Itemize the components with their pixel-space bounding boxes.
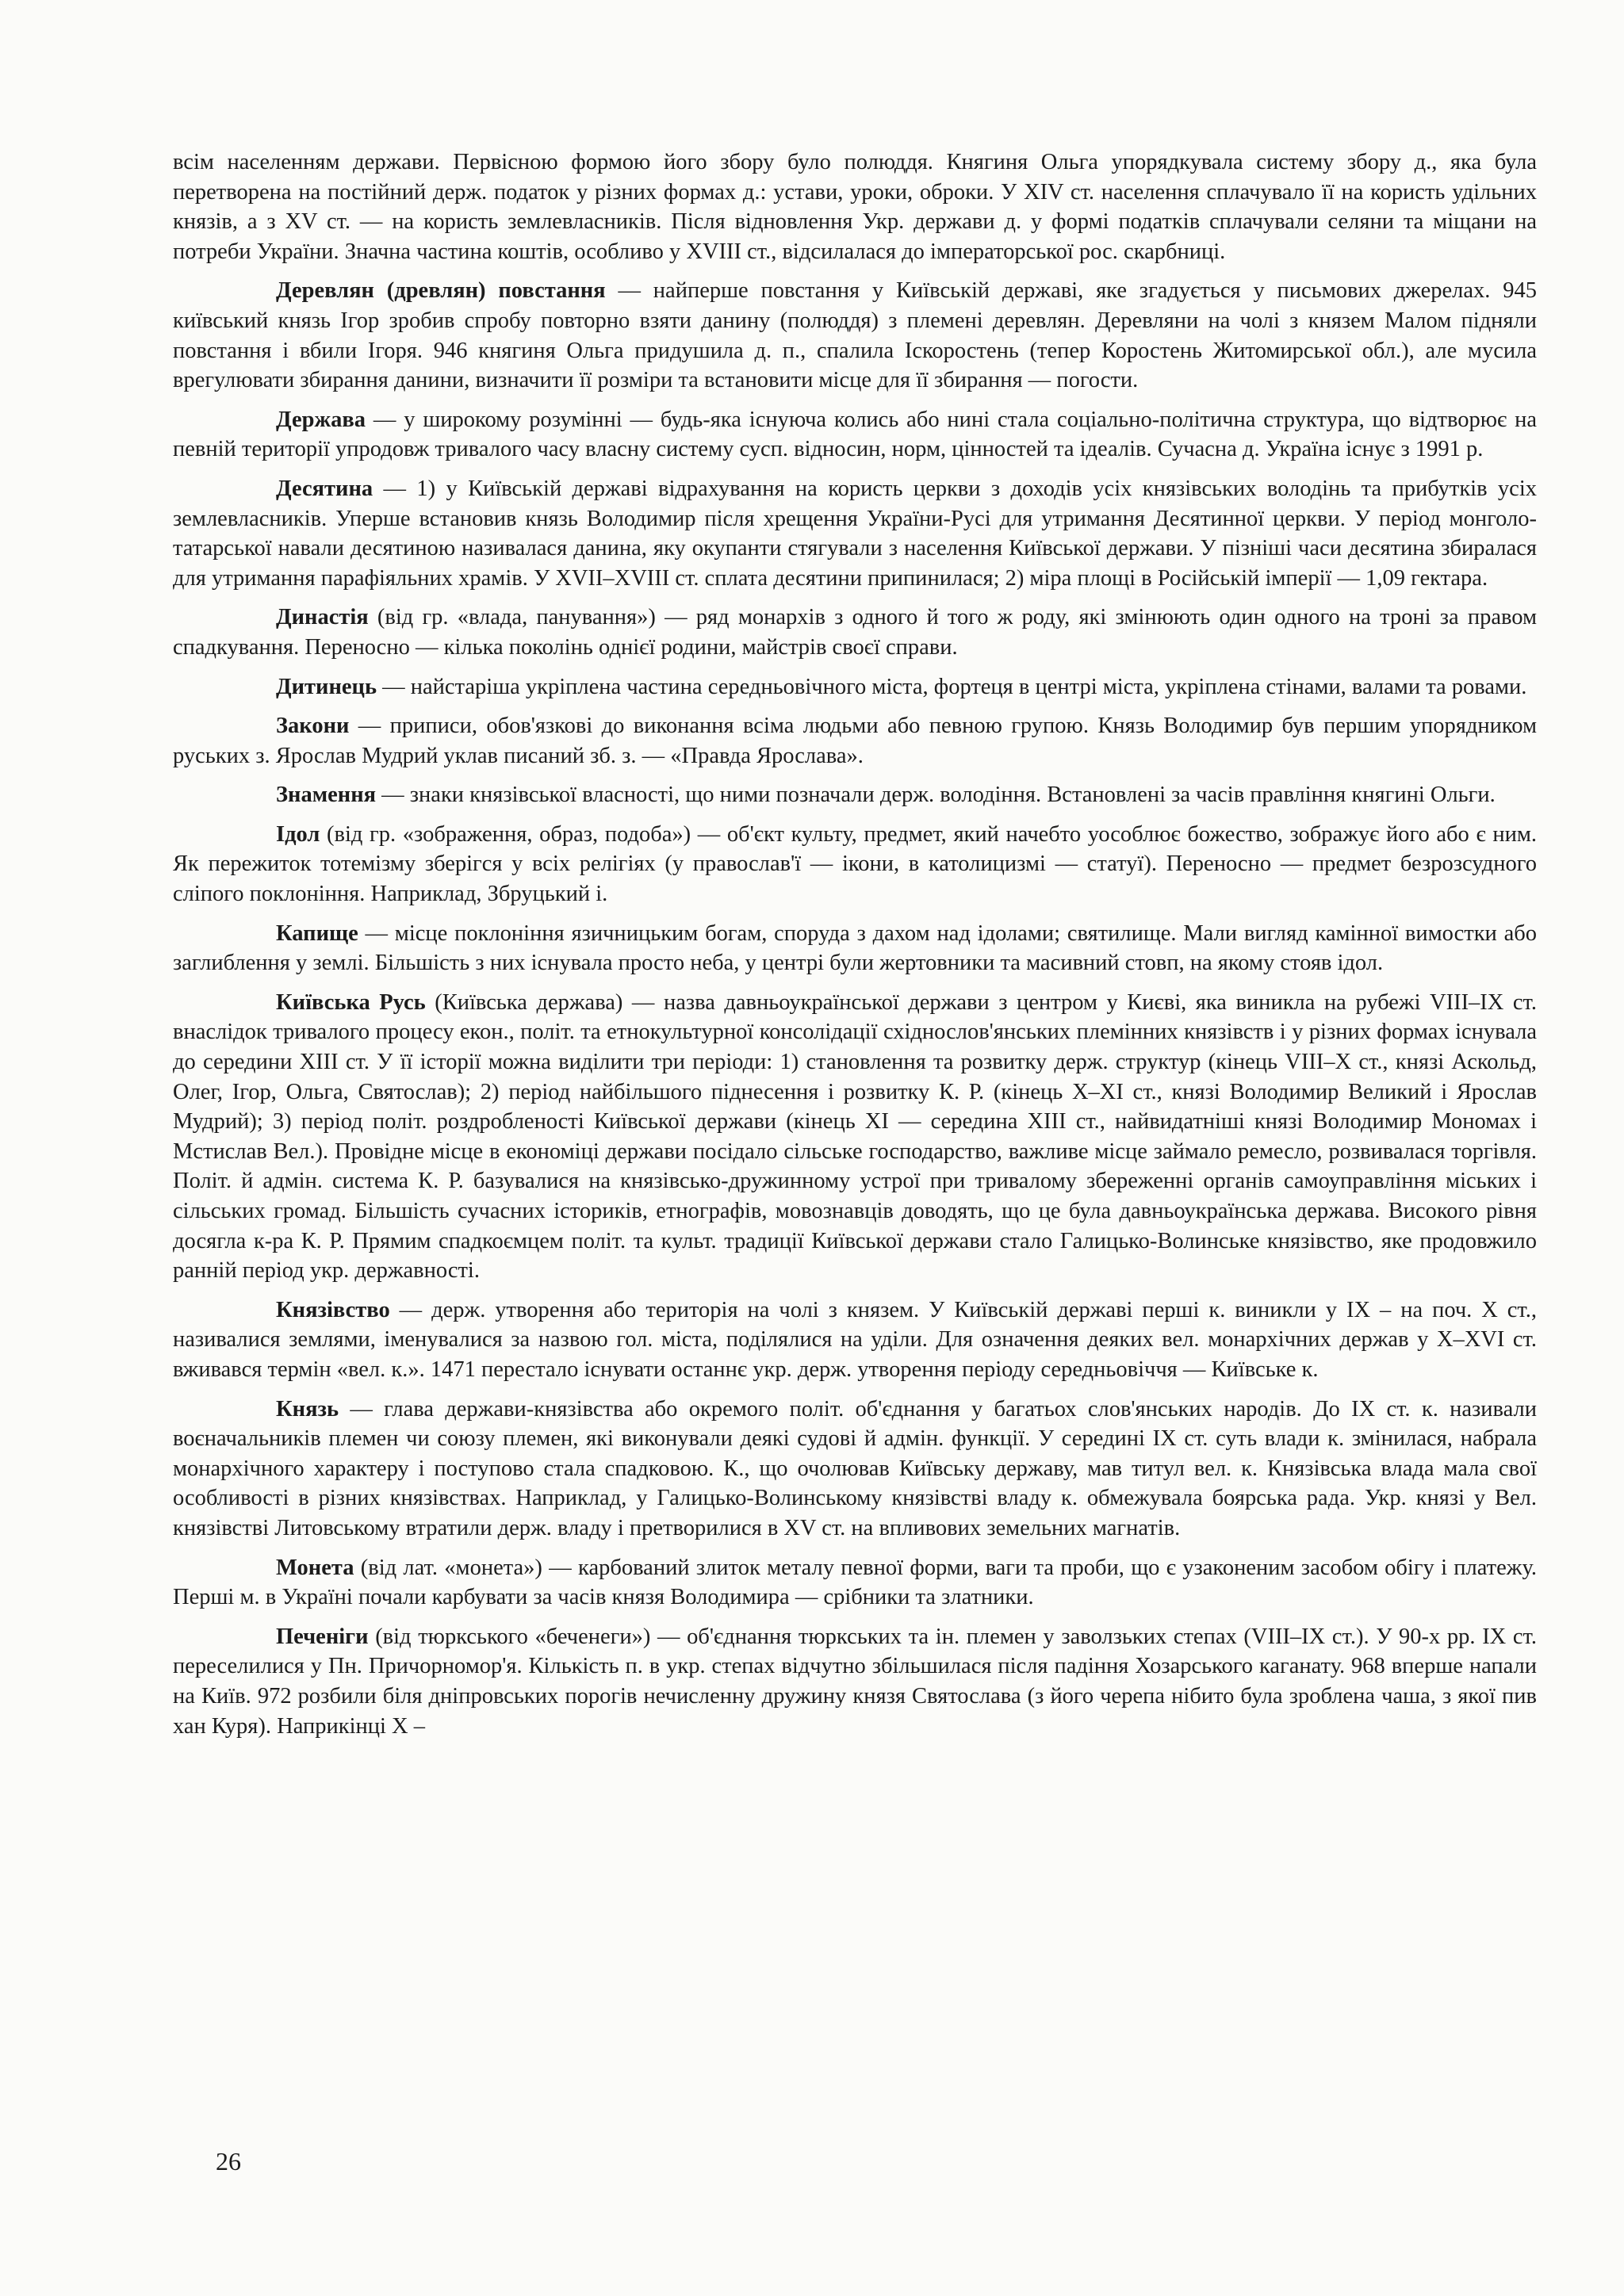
entry-term: Закони [276, 714, 350, 739]
entry-text: — знаки князівської власності, що ними позначали держ. володіння. Встановлені за часів правління княгині Ольги. [376, 783, 1496, 808]
entry-text: (Київська держава) — назва давньоукраїнської держави з центром у Києві, яка виникла на рубежі VIII–IX ст. внаслідок тривалого процесу екон., політ. та етнокультурної консолідації східнослов'янських племінних князівств і у різних формах існувала до середини XIII ст. У її історії можна виділити три періоди: 1) становлення та розвитку держ. структур (кінець VIII–X ст., князі Аскольд, Олег, Ігор, Ольга, Святослав); 2) період найбільшого піднесення і розвитку К. Р. (кінець X–XI ст., князі Володимир Великий і Ярослав Мудрий); 3) період політ. роздробленості Київської держави (кінець XI — середина XIII ст., найвидатніші князі Володимир Мономах і Мстислав Вел.). Провідне місце в економіці держави посідало сільське господарство, важливе місце займало ремесло, розвивалася торгівля. Політ. й адмін. система К. Р. базувалися на князівсько-дружинному устрої при тривалому збереженні органів самоуправління міських і сільських громад. Більшість сучасних істориків, етнографів, мовознавців доводять, що це була давньоукраїнська держава. Високого рівня досягла к-ра К. Р. Прямим спадкоємцем політ. та культ. традиції Київської держави стало Галицько-Волинське князівство, яке продовжило ранній період укр. державності. [173, 989, 1537, 1284]
entry-continuation [173, 147, 1537, 266]
entry-text: всім населенням держави. Первісною формою його збору було полюддя. Княгиня Ольга упорядкувала систему збору д., яка була перетворена на постійний держ. податок у різних формах д.: устави, уроки, оброки. У XIV ст. населення сплачувало її на користь удільних князів, а з XV ст. — на користь землевласників. Після відновлення Укр. держави д. у формі податків сплачували селяни та міщани на потреби України. Значна частина коштів, особливо у XVIII ст., відсилалася до імператорської рос. скарбниці. [173, 150, 1537, 264]
entry-term: Знамення [276, 783, 377, 808]
entry-term: Князь [276, 1396, 339, 1422]
page-text [173, 147, 1537, 1751]
entry-text: (від тюркського «беченеги») — об'єднання тюркських та ін. племен у заволзьких степах (VIII–IX ст.). У 90-х рр. IX ст. переселилися у Пн. Причорномор'я. Кількість п. в укр. степах відчутно збільшилася після падіння Хозарського каганату. 968 вперше напали на Київ. 972 розбили біля дніпровських порогів нечисленну дружину князя Святослава (з його черепа нібито була зроблена чаша, з якої пив хан Куря). Наприкінці X – [173, 1624, 1537, 1739]
entry-term: Ідол [276, 821, 320, 847]
entry-kniazivstvo [173, 1295, 1537, 1385]
entry-text: — держ. утворення або територія на чолі з князем. У Київській державі перші к. виникли у IX – на поч. X ст., називалися землями, іменувалися за назвою гол. міста, поділялися на уділи. Для означення деяких вел. монархічних держав у X–XVI ст. вживався термін «вел. к.». 1471 перестало існувати останнє укр. держ. утворення періоду середньовіччя — Київське к. [173, 1297, 1537, 1382]
entry-term: Печеніги [276, 1624, 369, 1649]
entry-term: Монета [276, 1555, 354, 1580]
entry-pechenihy [173, 1622, 1537, 1741]
entry-kyivska-rus [173, 988, 1537, 1286]
entry-znamennia [173, 780, 1537, 810]
entry-dynastiia [173, 603, 1537, 662]
entry-text: (від лат. «монета») — карбований злиток металу певної форми, ваги та проби, що є узаконеним засобом обігу і платежу. Перші м. в Україні почали карбувати за часів князя Володимира — срібники та златники. [173, 1555, 1537, 1610]
entry-term: Князівство [276, 1297, 390, 1322]
entry-desiatyna [173, 474, 1537, 593]
entry-text: — найперше повстання у Київській державі, яке згадується у письмових джерелах. 945 київський князь Ігор зробив спробу повторно взяти данину (полюддя) з племені деревлян. Деревляни на чолі з князем Малом підняли повстання і вбили Ігоря. 946 княгиня Ольга придушила д. п., спалила Іскоростень (тепер Коростень Житомирської обл.), але мусила врегулювати збирання данини, визначити її розміри та встановити місце для її збирання — погости. [173, 278, 1537, 393]
entry-text: (від гр. «влада, панування») — ряд монархів з одного й того ж роду, які змінюють один одного на троні за правом спадкування. Переносно — кілька поколінь однієї родини, майстрів своєї справи. [173, 605, 1537, 660]
entry-text: — приписи, обов'язкові до виконання всіма людьми або певною групою. Князь Володимир був першим упорядником руських з. Ярослав Мудрий уклав писаний зб. з. — «Правда Ярослава». [173, 714, 1537, 768]
entry-term: Династія [276, 605, 369, 630]
entry-term: Дитинець [276, 674, 377, 699]
entry-dytynets [173, 672, 1537, 702]
entry-term: Десятина [276, 476, 373, 501]
entry-derzhava [173, 405, 1537, 465]
entry-zakony [173, 711, 1537, 771]
entry-text: — 1) у Київській державі відрахування на користь церкви з доходів усіх князівських володінь та прибутків усіх землевласників. Уперше встановив князь Володимир після хрещення України-Русі для утримання Десятинної церкви. У період монголо-татарської навали десятиною називалася данина, яку окупанти стягували з населення Київської держави. У пізніші часи десятина збиралася для утримання парафіяльних храмів. У XVII–XVIII ст. сплата десятини припинилася; 2) міра площі в Російській імперії — 1,09 гектара. [173, 476, 1537, 591]
page-number: 26 [216, 2147, 241, 2175]
entry-text: (від гр. «зображення, образ, подоба») — об'єкт культу, предмет, який начебто уособлює божество, зображує його або є ним. Як пережиток тотемізму зберігся у всіх релігіях (у православ'ї — ікони, в католицизмі — статуї). Переносно — предмет безрозсудного сліпого поклоніння. Наприклад, Збруцький і. [173, 821, 1537, 907]
entry-text: — глава держави-князівства або окремого політ. об'єднання у багатьох слов'янських народів. До IX ст. к. називали воєначальників племен чи союзу племен, які виконували деякі судові й адмін. функції. У середині IX ст. суть влади к. змінилася, набрала монархічного характеру і поступово стала спадковою. К., що очолював Київську державу, мав титул вел. к. Князівська влада мала свої особливості в різних князівствах. Наприклад, у Галицько-Волинському князівстві владу к. обмежувала боярська рада. Укр. князі у Вел. князівстві Литовському втратили держ. владу і претворилися в XV ст. на впливових земельних магнатів. [173, 1396, 1537, 1540]
entry-idol [173, 820, 1537, 909]
entry-moneta [173, 1553, 1537, 1613]
entry-term: Київська Русь [276, 989, 426, 1015]
entry-term: Деревлян (древлян) повстання [276, 278, 606, 304]
entry-text: — у широкому розумінні — будь-яка існуюча колись або нині стала соціально-політична структура, що відтворює на певній території упродовж тривалого часу власну систему сусп. відносин, норм, цінностей та ідеалів. Сучасна д. Україна існує з 1991 р. [173, 407, 1537, 462]
entry-term: Капище [276, 920, 358, 946]
entry-derevlian-uprising [173, 276, 1537, 395]
entry-term: Держава [276, 407, 366, 432]
entry-text: — найстаріша укріплена частина середньовічного міста, фортеця в центрі міста, укріплена стінами, валами та ровами. [377, 674, 1527, 699]
entry-text: — місце поклоніння язичницьким богам, споруда з дахом над ідолами; святилище. Мали вигляд камінної вимостки або заглиблення у землі. Більшість з них існувала просто неба, у центрі були жертовники та масивний стовп, на якому стояв ідол. [173, 920, 1537, 976]
entry-kapyshche [173, 919, 1537, 978]
entry-kniaz [173, 1395, 1537, 1544]
